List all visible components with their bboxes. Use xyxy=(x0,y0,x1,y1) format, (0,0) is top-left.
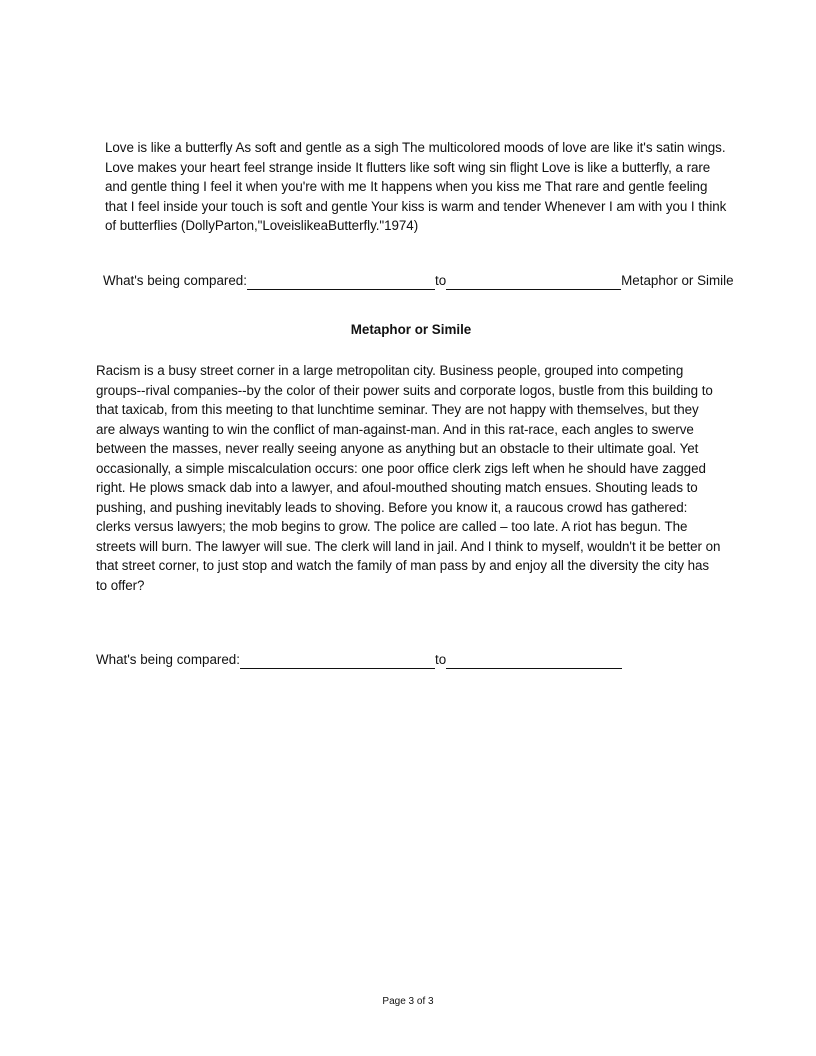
comparison-row-2 xyxy=(96,651,622,669)
metaphor-or-simile-label: Metaphor or Simile xyxy=(621,273,734,288)
blank-line-object[interactable] xyxy=(446,273,621,290)
blank-line-subject[interactable] xyxy=(240,652,435,669)
blank-line-object[interactable] xyxy=(446,652,622,669)
comparison-row-1 xyxy=(103,272,734,290)
passage-paragraph: Racism is a busy street corner in a large metropolitan city. Business people, grouped into competing groups--rival companies--by the color of their power suits and corporate logos, bustle from this building to that taxicab, from this meeting to that lunchtime seminar. They are not happy with themselves, but they are always wanting to win the conflict of man-against-man. And in this rat-race, each angles to swerve between the masses, never really seeing anyone as anything but an obstacle to their ultimate goal. Yet occasionally, a simple miscalculation occurs: one poor office clerk zigs left when he should have zagged right. He plows smack dab into a lawyer, and afoul-mouthed shouting match ensues. Shouting leads to pushing, and pushing inevitably leads to shoving. Before you know it, a raucous crowd has gathered: clerks versus lawyers; the mob begins to grow. The police are called – too late. A riot has begun. The streets will burn. The lawyer will sue. The clerk will land in jail. And I think to myself, wouldn't it be better on that street corner, to just stop and watch the family of man pass by and enjoy all the diversity the city has to offer? xyxy=(96,363,721,593)
poem-paragraph: Love is like a butterfly As soft and gentle as a sigh The multicolored moods of love are like it's satin wings. Love makes your heart feel strange inside It flutters like soft wing sin flight Love is like a butterfly, a rare and gentle thing I feel it when you're with me It happens when you kiss me That rare and gentle feeling that I feel inside your touch is soft and gentle Your kiss is warm and tender Whenever I am with you I think of butterflies (DollyParton,"LoveislikeaButterfly."1974) xyxy=(105,140,727,233)
page-number: Page 3 of 3 xyxy=(382,996,434,1007)
comparison-to: to xyxy=(434,652,447,667)
comparison-label: What's being compared: xyxy=(96,652,240,667)
comparison-label: What's being compared: xyxy=(103,273,247,288)
section-title: Metaphor or Simile xyxy=(350,322,472,337)
blank-line-subject[interactable] xyxy=(247,273,435,290)
comparison-to: to xyxy=(434,273,447,288)
